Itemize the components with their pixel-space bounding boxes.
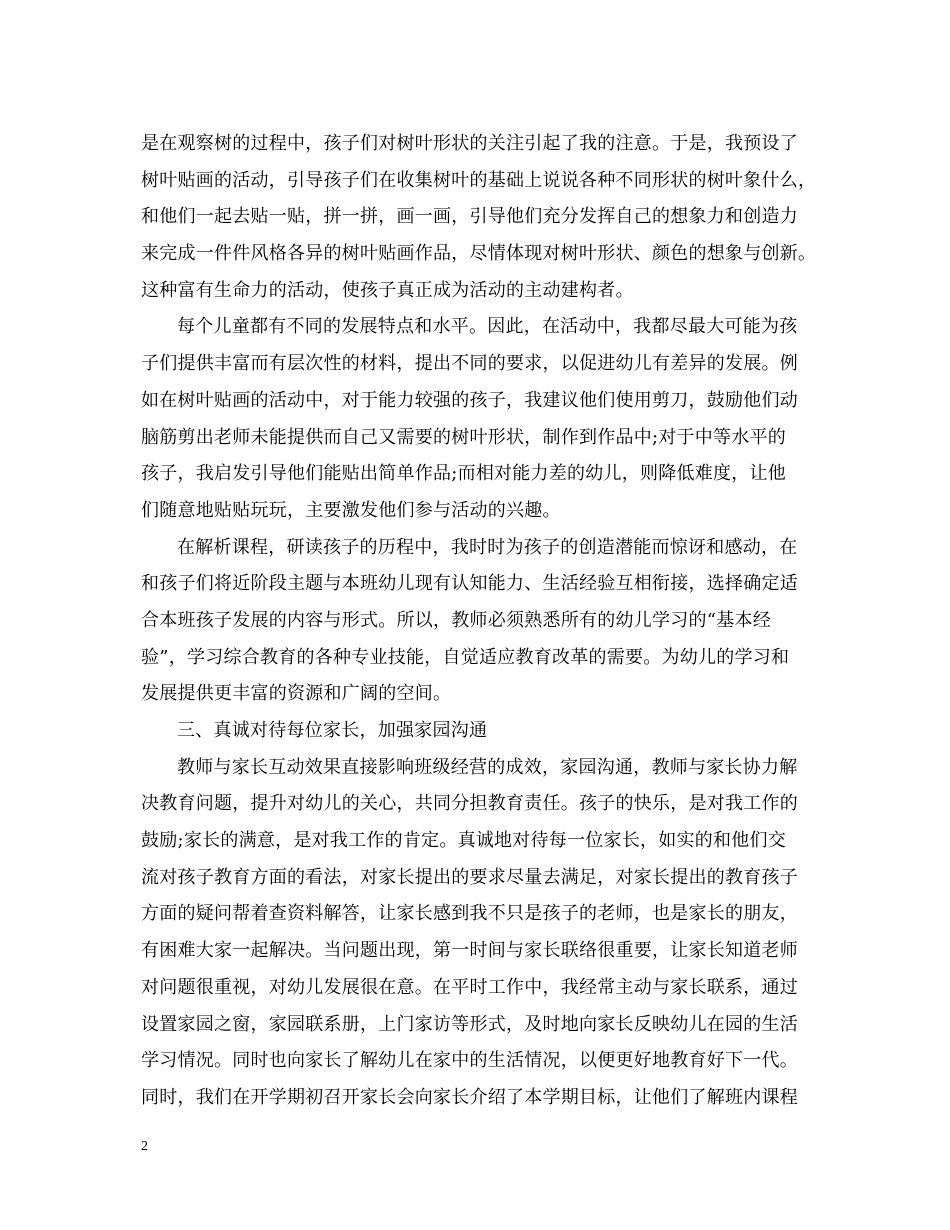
text-line: 方面的疑问帮着查资料解答，让家长感到我不只是孩子的老师，也是家长的朋友，: [141, 903, 798, 925]
page-number: 2: [141, 1139, 148, 1154]
text-line: 决教育问题，提升对幼儿的关心，共同分担教育责任。孩子的快乐，是对我工作的: [141, 793, 798, 815]
text-line: 孩子，我启发引导他们能贴出简单作品;而相对能力差的幼儿，则降低难度，让他: [141, 463, 787, 485]
text-line: 们随意地贴贴玩玩，主要激发他们参与活动的兴趣。: [141, 499, 561, 521]
text-line: 流对孩子教育方面的看法，对家长提出的要求尽量去满足，对家长提出的教育孩子: [141, 866, 798, 888]
text-line: 有困难大家一起解决。当问题出现，第一时间与家长联络很重要，让家长知道老师: [141, 940, 798, 962]
text-line: 这种富有生命力的活动，使孩子真正成为活动的主动建构者。: [141, 279, 634, 301]
section-heading: 三、真诚对待每位家长，加强家园沟通: [177, 720, 488, 741]
text-line: 是在观察树的过程中，孩子们对树叶形状的关注引起了我的注意。于是，我预设了: [141, 133, 798, 154]
text-line: 学习情况。同时也向家长了解幼儿在家中的生活情况，以便更好地教育好下一代。: [141, 1050, 798, 1072]
text-line: 对问题很重视，对幼儿发展很在意。在平时工作中，我经常主动与家长联系，通过: [141, 976, 798, 998]
text-line: 合本班孩子发展的内容与形式。所以，教师必须熟悉所有的幼儿学习的“基本经: [141, 609, 771, 631]
body-text: [141, 126, 821, 1117]
paragraph-start-line: 在解析课程，研读孩子的历程中，我时时为孩子的创造潜能而惊讶和感动，在: [177, 536, 798, 558]
paragraph-start-line: 每个儿童都有不同的发展特点和水平。因此，在活动中，我都尽最大可能为孩: [177, 316, 798, 338]
text-line: 鼓励;家长的满意，是对我工作的肯定。真诚地对待每一位家长，如实的和他们交: [141, 830, 787, 852]
text-line: 同时，我们在开学期初召开家长会向家长介绍了本学期目标，让他们了解班内课程: [141, 1086, 798, 1108]
text-line: 验”，学习综合教育的各种专业技能，自觉适应教育改革的需要。为幼儿的学习和: [141, 646, 790, 668]
text-line: 设置家园之窗，家园联系册，上门家访等形式，及时地向家长反映幼儿在园的生活: [141, 1013, 798, 1035]
text-line: 如在树叶贴画的活动中，对于能力较强的孩子，我建议他们使用剪刀，鼓励他们动: [141, 389, 798, 411]
text-line: 来完成一件件风格各异的树叶贴画作品，尽情体现对树叶形状、颜色的想象与创新。: [141, 243, 817, 265]
text-line: 脑筋剪出老师未能提供而自己又需要的树叶形状，制作到作品中;对于中等水平的: [141, 426, 787, 448]
text-line: 树叶贴画的活动，引导孩子们在收集树叶的基础上说说各种不同形状的树叶象什么，: [141, 169, 817, 191]
text-line: 发展提供更丰富的资源和广阔的空间。: [141, 683, 452, 705]
text-line: 和他们一起去贴一贴，拼一拼，画一画，引导他们充分发挥自己的想象力和创造力: [141, 206, 798, 228]
text-line: 和孩子们将近阶段主题与本班幼儿现有认知能力、生活经验互相衔接，选择确定适: [141, 573, 798, 595]
paragraph-start-line: 教师与家长互动效果直接影响班级经营的成效，家园沟通，教师与家长协力解: [177, 756, 798, 778]
text-line: 子们提供丰富而有层次性的材料，提出不同的要求，以促进幼儿有差异的发展。例: [141, 353, 798, 375]
